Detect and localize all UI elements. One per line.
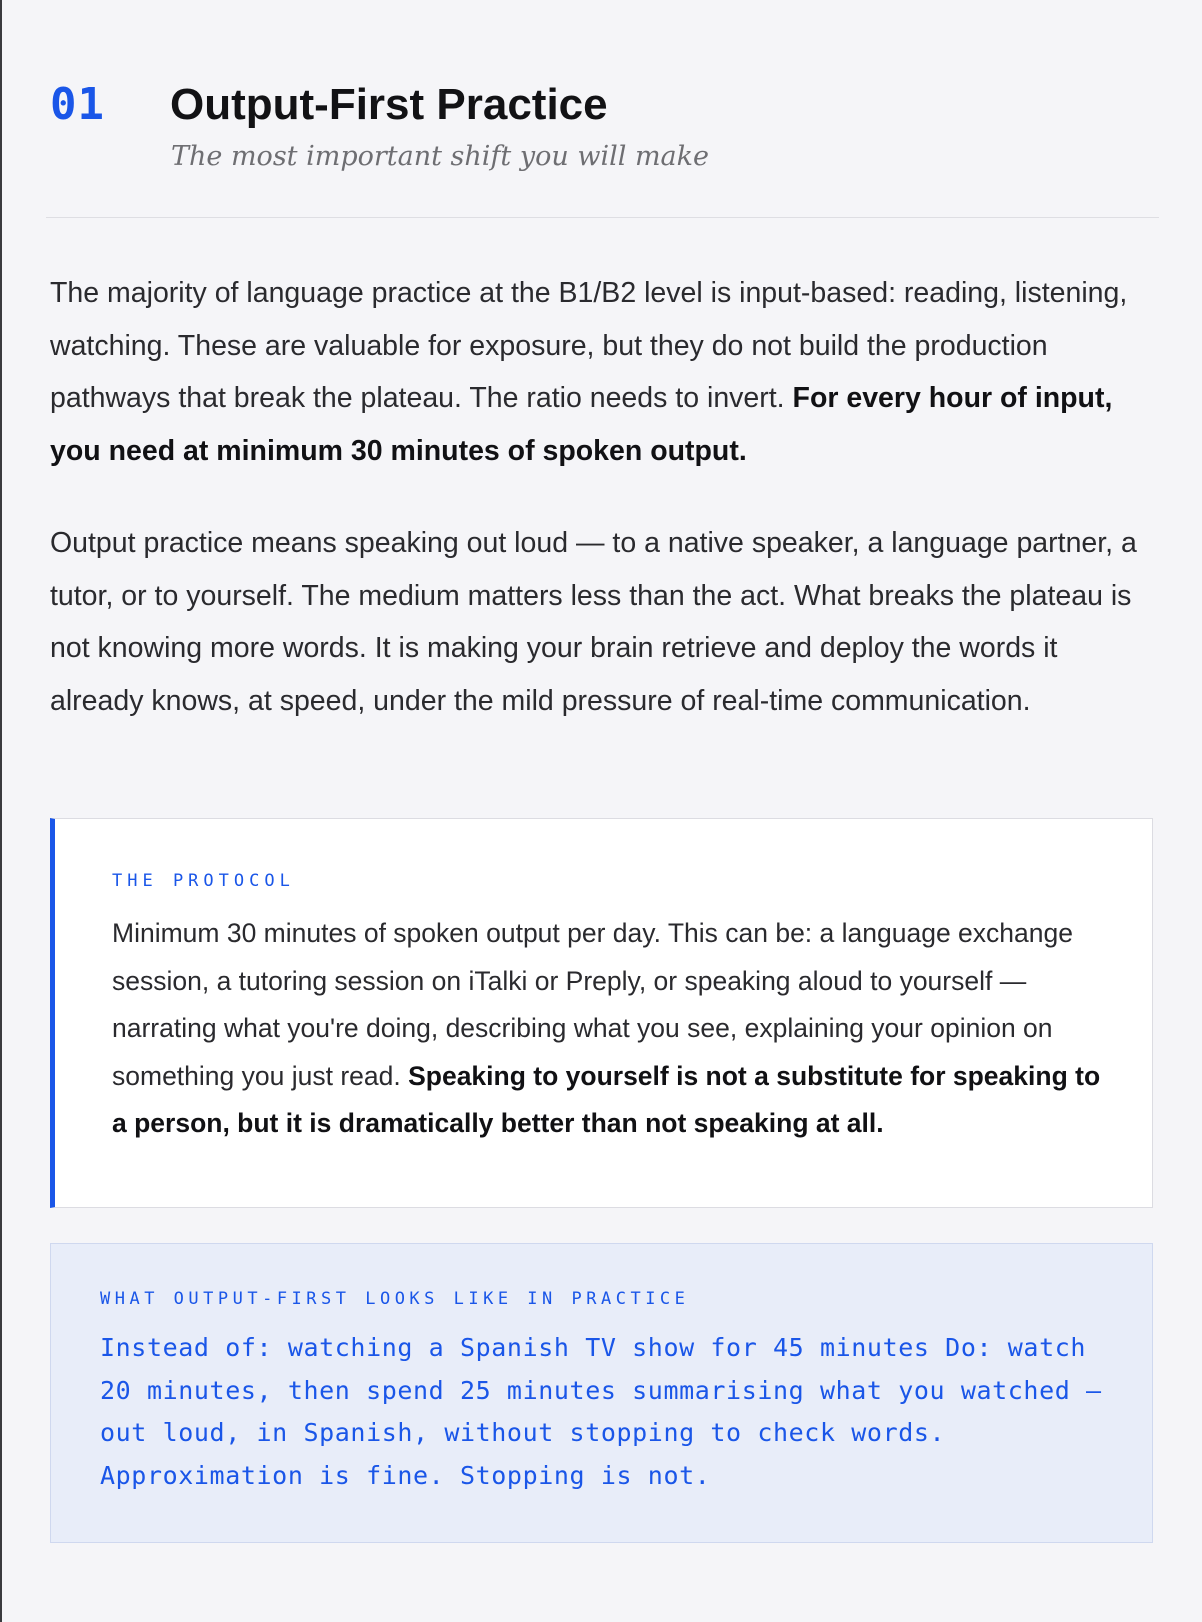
section-subtitle: The most important shift you will make [171, 141, 709, 172]
protocol-text [112, 910, 1122, 1148]
paragraph-emphasis: For every hour of input, you need at minimum 30 minutes of spoken output. [50, 382, 1113, 467]
paragraph-text: The majority of language practice at the B1/B2 level is input-based: reading, listening, watching. These are valuable for exposure, but they do not build the production pathways that break the plateau. The ratio needs to invert. [50, 277, 1128, 414]
body-paragraph-1 [50, 267, 1158, 477]
protocol-emphasis: Speaking to yourself is not a substitute for speaking to a person, but it is dramatically better than not speaking at all. [112, 1060, 1101, 1138]
paragraph-text: Output practice means speaking out loud — to a native speaker, a language partner, a tutor, or to yourself. The medium matters less than the act. What breaks the plateau is not knowing more words. It is making your brain retrieve and deploy the words it already knows, at speed, under the mild pressure of real-time communication. [50, 527, 1137, 717]
section-title: Output-First Practice [170, 80, 608, 129]
practice-text: Instead of: watching a Spanish TV show for 45 minutes Do: watch 20 minutes, then spend 25 minutes summarising what you watched — out loud, in Spanish, without stopping to check words. Approximation is fine. Stopping is not. [100, 1333, 1102, 1490]
practice-label: WHAT OUTPUT-FIRST LOOKS LIKE IN PRACTICE [100, 1289, 690, 1309]
protocol-callout [50, 818, 1153, 1208]
header-divider [46, 217, 1159, 218]
protocol-label: THE PROTOCOL [112, 871, 295, 891]
left-edge-rule [0, 0, 2, 1622]
section-number: 01 [50, 79, 105, 130]
body-paragraph-2 [50, 517, 1158, 727]
protocol-body: Minimum 30 minutes of spoken output per day. This can be: a language exchange session, a tutoring session on iTalki or Preply, or speaking aloud to yourself — narrating what you're doing, describing what you see, explaining your opinion on something you just read. [112, 918, 1073, 1091]
practice-example-box [50, 1243, 1153, 1543]
